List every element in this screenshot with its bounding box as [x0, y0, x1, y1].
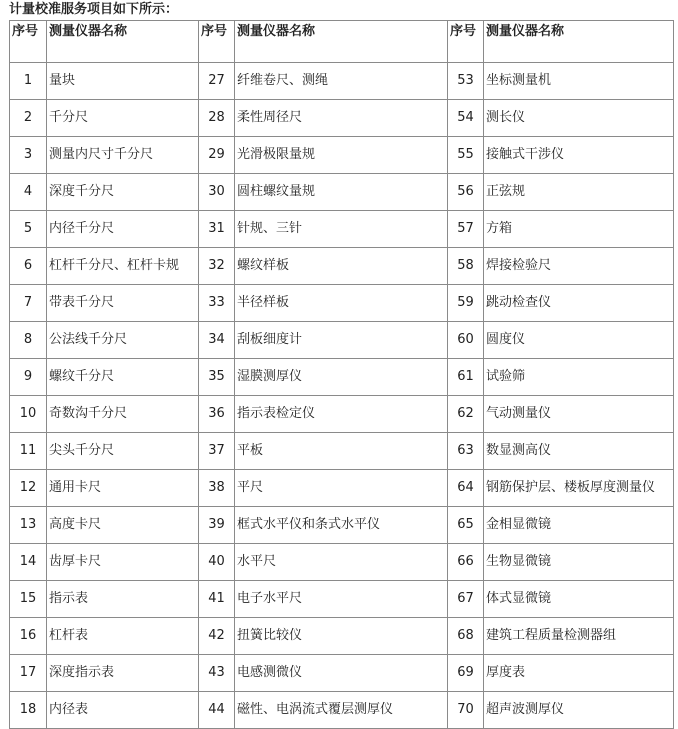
table-row: [10, 655, 674, 692]
instrument-name: 刮板细度计: [235, 322, 448, 359]
table-row: [10, 618, 674, 655]
item-number: 55: [448, 137, 484, 174]
item-number: 31: [199, 211, 235, 248]
table-row: [10, 63, 674, 100]
header-no-col3: 序号: [448, 21, 484, 63]
item-number: 15: [10, 581, 47, 618]
instrument-name: 圆柱螺纹量规: [235, 174, 448, 211]
item-number: 11: [10, 433, 47, 470]
instrument-name: 深度指示表: [47, 655, 199, 692]
item-number: 18: [10, 692, 47, 729]
table-row: [10, 433, 674, 470]
header-no-col1: 序号: [10, 21, 47, 63]
table-row: [10, 248, 674, 285]
instrument-name: 电感测微仪: [235, 655, 448, 692]
table-header-row: [10, 21, 674, 63]
item-number: 13: [10, 507, 47, 544]
item-number: 66: [448, 544, 484, 581]
instrument-name: 半径样板: [235, 285, 448, 322]
instrument-name: 测长仪: [484, 100, 674, 137]
instrument-name: 接触式干涉仪: [484, 137, 674, 174]
header-name-col3: 测量仪器名称: [484, 21, 674, 63]
instrument-name: 量块: [47, 63, 199, 100]
instrument-name: 杠杆表: [47, 618, 199, 655]
instrument-name: 圆度仪: [484, 322, 674, 359]
instrument-name: 通用卡尺: [47, 470, 199, 507]
instrument-name: 焊接检验尺: [484, 248, 674, 285]
item-number: 35: [199, 359, 235, 396]
instrument-name: 扭簧比较仪: [235, 618, 448, 655]
table-row: [10, 507, 674, 544]
item-number: 54: [448, 100, 484, 137]
item-number: 70: [448, 692, 484, 729]
page-title: 计量校准服务项目如下所示：: [9, 2, 179, 17]
instrument-name: 跳动检查仪: [484, 285, 674, 322]
instrument-name: 奇数沟千分尺: [47, 396, 199, 433]
item-number: 36: [199, 396, 235, 433]
instrument-name: 厚度表: [484, 655, 674, 692]
instrument-name: 磁性、电涡流式覆层测厚仪: [235, 692, 448, 729]
item-number: 68: [448, 618, 484, 655]
item-number: 63: [448, 433, 484, 470]
instrument-name: 平板: [235, 433, 448, 470]
instrument-name: 建筑工程质量检测器组: [484, 618, 674, 655]
instrument-name: 测量内尺寸千分尺: [47, 137, 199, 174]
table-row: [10, 470, 674, 507]
instrument-name: 指示表: [47, 581, 199, 618]
table-row: [10, 396, 674, 433]
header-no-col2: 序号: [199, 21, 235, 63]
item-number: 57: [448, 211, 484, 248]
instrument-name: 湿膜测厚仪: [235, 359, 448, 396]
instrument-name: 坐标测量机: [484, 63, 674, 100]
item-number: 37: [199, 433, 235, 470]
instrument-name: 电子水平尺: [235, 581, 448, 618]
table-row: [10, 137, 674, 174]
item-number: 5: [10, 211, 47, 248]
header-name-col2: 测量仪器名称: [235, 21, 448, 63]
item-number: 40: [199, 544, 235, 581]
instrument-name: 体式显微镜: [484, 581, 674, 618]
item-number: 69: [448, 655, 484, 692]
instrument-name: 生物显微镜: [484, 544, 674, 581]
table-row: [10, 359, 674, 396]
table-row: [10, 581, 674, 618]
instrument-name: 尖头千分尺: [47, 433, 199, 470]
item-number: 59: [448, 285, 484, 322]
item-number: 38: [199, 470, 235, 507]
item-number: 4: [10, 174, 47, 211]
instrument-name: 正弦规: [484, 174, 674, 211]
instrument-name: 高度卡尺: [47, 507, 199, 544]
instrument-name: 光滑极限量规: [235, 137, 448, 174]
item-number: 61: [448, 359, 484, 396]
instrument-name: 深度千分尺: [47, 174, 199, 211]
item-number: 32: [199, 248, 235, 285]
table-row: [10, 174, 674, 211]
table-row: [10, 211, 674, 248]
item-number: 1: [10, 63, 47, 100]
item-number: 43: [199, 655, 235, 692]
item-number: 34: [199, 322, 235, 359]
item-number: 16: [10, 618, 47, 655]
instrument-name: 带表千分尺: [47, 285, 199, 322]
item-number: 2: [10, 100, 47, 137]
item-number: 64: [448, 470, 484, 507]
instrument-name: 内径千分尺: [47, 211, 199, 248]
instrument-name: 金相显微镜: [484, 507, 674, 544]
table-row: [10, 322, 674, 359]
table-row: [10, 285, 674, 322]
instrument-name: 框式水平仪和条式水平仪: [235, 507, 448, 544]
item-number: 10: [10, 396, 47, 433]
item-number: 33: [199, 285, 235, 322]
item-number: 12: [10, 470, 47, 507]
item-number: 17: [10, 655, 47, 692]
instrument-name: 螺纹千分尺: [47, 359, 199, 396]
item-number: 9: [10, 359, 47, 396]
header-name-col1: 测量仪器名称: [47, 21, 199, 63]
instrument-name: 纤维卷尺、测绳: [235, 63, 448, 100]
item-number: 62: [448, 396, 484, 433]
table-row: [10, 100, 674, 137]
item-number: 58: [448, 248, 484, 285]
item-number: 8: [10, 322, 47, 359]
item-number: 44: [199, 692, 235, 729]
instrument-name: 试验筛: [484, 359, 674, 396]
instrument-table: [9, 20, 674, 729]
instrument-name: 螺纹样板: [235, 248, 448, 285]
item-number: 39: [199, 507, 235, 544]
item-number: 65: [448, 507, 484, 544]
item-number: 56: [448, 174, 484, 211]
item-number: 29: [199, 137, 235, 174]
instrument-name: 公法线千分尺: [47, 322, 199, 359]
instrument-name: 内径表: [47, 692, 199, 729]
item-number: 30: [199, 174, 235, 211]
item-number: 53: [448, 63, 484, 100]
instrument-name: 钢筋保护层、楼板厚度测量仪: [484, 470, 674, 507]
item-number: 67: [448, 581, 484, 618]
instrument-name: 千分尺: [47, 100, 199, 137]
item-number: 41: [199, 581, 235, 618]
instrument-name: 柔性周径尺: [235, 100, 448, 137]
item-number: 60: [448, 322, 484, 359]
instrument-name: 水平尺: [235, 544, 448, 581]
item-number: 3: [10, 137, 47, 174]
table-row: [10, 692, 674, 729]
instrument-name: 方箱: [484, 211, 674, 248]
instrument-name: 数显测高仪: [484, 433, 674, 470]
instrument-name: 齿厚卡尺: [47, 544, 199, 581]
instrument-name: 平尺: [235, 470, 448, 507]
table-row: [10, 544, 674, 581]
item-number: 28: [199, 100, 235, 137]
item-number: 42: [199, 618, 235, 655]
item-number: 27: [199, 63, 235, 100]
item-number: 14: [10, 544, 47, 581]
instrument-name: 杠杆千分尺、杠杆卡规: [47, 248, 199, 285]
instrument-name: 气动测量仪: [484, 396, 674, 433]
instrument-name: 超声波测厚仪: [484, 692, 674, 729]
instrument-name: 指示表检定仪: [235, 396, 448, 433]
item-number: 6: [10, 248, 47, 285]
instrument-name: 针规、三针: [235, 211, 448, 248]
item-number: 7: [10, 285, 47, 322]
